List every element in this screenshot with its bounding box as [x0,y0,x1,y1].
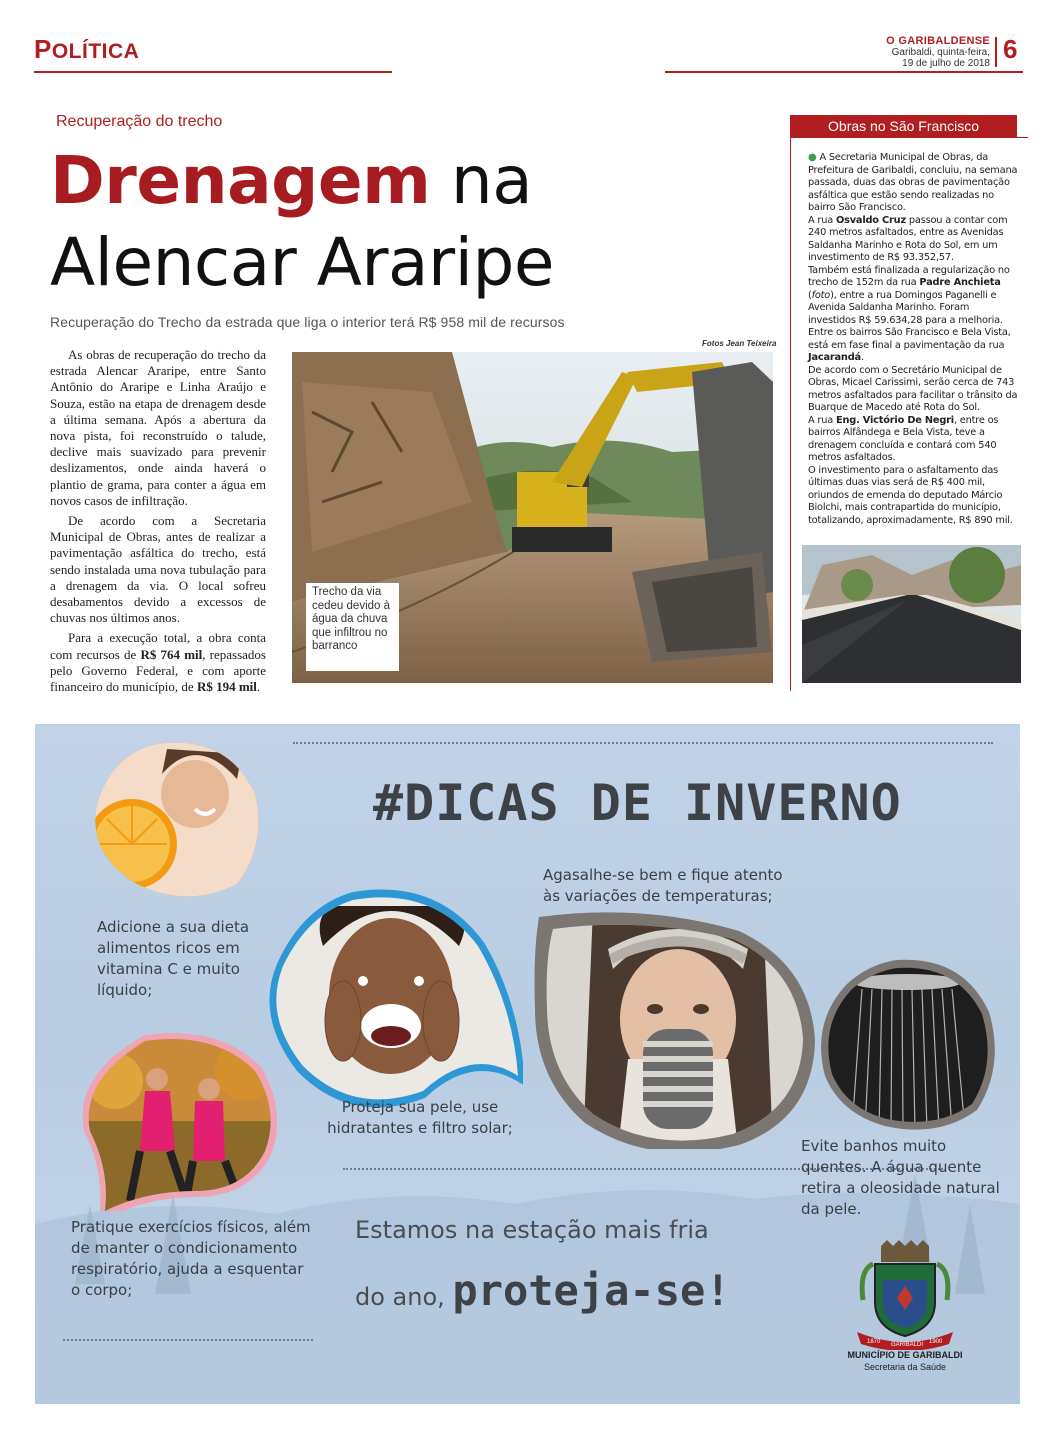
ad-slogan [355,1266,731,1315]
page-number: 6 [1003,34,1018,64]
sidebar-paragraph: O investimento para o asfaltamento das últimas duas vias será de R$ 400 mil, oriundos de emenda do deputado Márcio Biolchi, mais contrapartida do município, totalizando, aproximadamente, R$ 890 mil. [808,464,1013,526]
section-title-rest: OLÍTICA [51,40,140,63]
slogan-text: do ano, [355,1283,453,1311]
ad-slogan: Estamos na estação mais fria [355,1216,709,1244]
sidebar-paragraph [808,265,1018,328]
paragraph-text: , repassados pelo Governo Federal, e com aporte financeiro do município, de [50,646,266,695]
sidebar-paragraph: De acordo com o Secretário Municipal de Obras, Micael Carissimi, serão cerca de 743 metros asfaltados para facilitar o trânsito da Buarque de Macedo até Rota do Sol. [808,364,1018,413]
sidebar-text: A Secretaria Municipal de Obras, da Prefeitura de Garibaldi, concluiu, na semana passada, duas das obras de pavimentação asfáltica que estão sendo realizadas no bairro São Francisco. [808,152,1018,213]
bullet-icon: ● [808,152,817,163]
sidebar-text: , entre os bairros Alfândega e Bela Vista, teve a drenagem concluída e contará com 540 metros asfaltados. [808,414,999,463]
article-kicker: Recuperação do trecho [56,113,223,130]
slogan-emphasis: proteja-se! [452,1266,731,1315]
article-body [50,347,266,699]
article-headline [50,140,554,304]
sidebar-text: passou a contar com 240 metros asfaltados, entre as Avenidas Saldanha Marinho e Rota do Sol, em um investimento de R$ 93.352,57. [808,214,1008,263]
municipality-name: MUNICÍPIO DE GARIBALDI [847,1350,963,1360]
tip-skin: Proteja sua pele, use hidratantes e filtro solar; [327,1098,513,1137]
paper-name: O GARIBALDENSE [886,35,990,47]
sidebar-text: A rua [808,414,836,426]
headline-highlight: Drenagem [50,142,431,219]
sidebar-text: Também está finalizada a regularização no trecho de 152m da rua [808,264,1010,288]
masthead [886,36,990,69]
crest-ribbon: GARIBALDI [891,1342,924,1348]
section-title-first: P [34,34,52,64]
header-rule [665,71,1023,73]
sidebar-text: ( [808,289,812,301]
article-paragraph: As obras de recuperação do trecho da estrada Alencar Araripe, entre Santo Antônio do Araripe e Linha Araújo e Souza, estão na etapa de drenagem desde a última semana. Após a abertura da nova pista, foi reconstruído o talude, declive mais suavizado para prevenir deslizamentos, onde ainda haverá o plantio de grama, para conter a água em novos casos de infiltração. [50,347,266,508]
amount-municipal: R$ 194 mil [196,679,257,695]
street-name: Padre Anchieta [919,277,1001,288]
sidebar-paragraph [808,215,1018,265]
winter-clothing-bubble [533,909,823,1149]
sidebar-text: ), entre a rua Domingos Paganelli e Avenida Saldanha Marinho. Foram investidos R$ 59.634,28 para a melhoria. [808,289,1003,326]
shower-bubble [807,954,997,1134]
ad-title: #DICAS DE INVERNO [373,774,902,832]
photo-caption: Trecho da via cedeu devido à água da chuva que infiltrou no barranco [306,583,399,671]
headline-text: na [430,142,533,219]
article-paragraph [50,630,266,695]
orange-fruit-bubble [77,734,267,904]
date-line: Garibaldi, quinta-feira, [891,47,990,58]
sidebar-body [808,152,1018,527]
tip-warm-clothing: Agasalhe-se bem e fique atento às variações de temperaturas; [543,866,783,905]
date-line: 19 de julho de 2018 [902,58,990,69]
street-name: Jacarandá [808,352,861,363]
article-subhead: Recuperação do Trecho da estrada que liga o interior terá R$ 958 mil de recursos [50,314,565,330]
sidebar-text: foto [811,289,831,301]
dotted-divider [293,742,993,744]
amount-federal: R$ 764 mil [140,646,203,662]
garibaldi-crest-logo [853,1240,957,1350]
sidebar-paragraph [808,152,1018,215]
exercise-bubble [75,1031,285,1211]
page-number-divider [995,37,997,67]
paragraph-text: . [256,679,261,695]
tip-hot-bath: Evite banhos muito quentes. A água quente retira a oleosidade natural da pele. [801,1137,1000,1218]
department-name: Secretaria da Saúde [863,1362,947,1372]
section-title [34,34,139,65]
skincare-bubble [263,886,523,1116]
street-name: Osvaldo Cruz [835,214,906,226]
sidebar-paragraph [808,327,1018,365]
photo-credit: Fotos Jean Teixeira [702,339,777,348]
sidebar-text: . [860,352,864,363]
headline-text: Alencar Araripe [50,224,554,301]
tip-exercise: Pratique exercícios físicos, além de manter o condicionamento respiratório, ajuda a esquentar o corpo; [71,1218,311,1299]
winter-tips-ad [35,724,1020,1404]
tip-vitamin-c: Adicione a sua dieta alimentos ricos em vitamina C e muito líquido; [97,918,250,999]
paragraph-text: Para a execução total, a obra conta com recursos de [50,630,266,662]
sidebar-paragraph [808,415,1018,465]
street-name: Eng. Victório De Negri [835,414,954,426]
header-rule [34,71,392,73]
dotted-divider [63,1339,313,1341]
sidebar-text: Entre os bairros São Francisco e Bela Vista, está em fase final a pavimentação da rua [808,327,1011,351]
street-photo [802,545,1021,683]
sidebar-text: A rua [808,214,836,226]
crest-year: 1870 [867,1339,881,1345]
sidebar-title: Obras no São Francisco [790,115,1017,137]
article-paragraph: De acordo com a Secretaria Municipal de Obras, antes de realizar a pavimentação asfáltica do trecho, está sendo instalada uma nova tubulação para a drenagem da via. O local sofreu desabamentos devido a excessos de chuvas nos últimos anos. [50,513,266,626]
crest-year: 1900 [929,1339,943,1345]
